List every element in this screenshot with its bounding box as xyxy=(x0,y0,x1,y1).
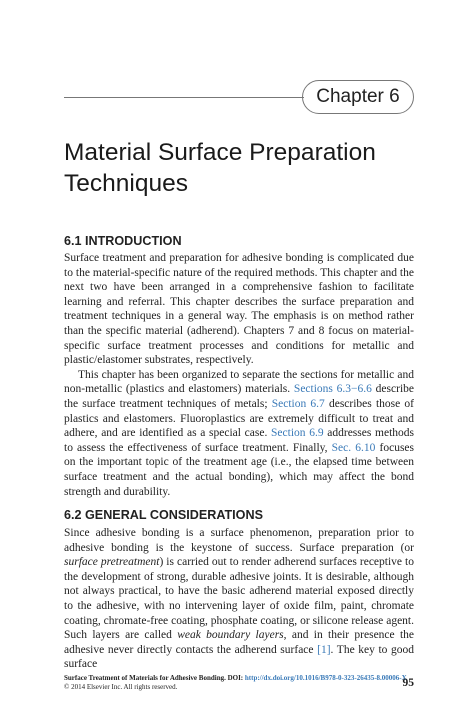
footer-citation xyxy=(64,674,414,683)
emphasis-weak-boundary-layers: weak boundary layers xyxy=(177,629,284,642)
paragraph-text: Since adhesive bonding is a surface phenomenon, preparation prior to adhesive bonding is the keystone of success. Surface preparation (or xyxy=(64,527,414,554)
footer-copyright: © 2014 Elsevier Inc. All rights reserved. xyxy=(64,683,178,691)
link-section-6-9[interactable]: Section 6.9 xyxy=(271,427,324,440)
link-reference-1[interactable]: [1] xyxy=(317,643,331,656)
section-heading-general-considerations: 6.2 GENERAL CONSIDERATIONS xyxy=(64,508,263,522)
paragraph-text: addresses methods to assess the effectiveness of surface treatment. Finally, xyxy=(64,427,414,454)
link-sec-6-10[interactable]: Sec. 6.10 xyxy=(331,441,376,454)
footer-book-title: Surface Treatment of Materials for Adhesive Bonding. DOI: xyxy=(64,674,245,682)
paragraph-text: describes those of plastics and elastomers. Fluoroplastics are extremely difficult to treat and adhere, and are identified as a special case. xyxy=(64,397,414,440)
doi-link[interactable]: http://dx.doi.org/10.1016/B978-0-323-26435-8.00006-X xyxy=(244,674,407,682)
page-number: 95 xyxy=(402,677,414,689)
emphasis-surface-pretreatment: surface pretreatment xyxy=(64,556,160,569)
link-section-6-7[interactable]: Section 6.7 xyxy=(271,397,325,410)
link-sections-6-3-6-6[interactable]: Sections 6.3−6.6 xyxy=(293,383,372,396)
paragraph-text: , and in their presence the adhesive never directly contacts the adherend surface xyxy=(64,629,414,656)
chapter-title: Material Surface Preparation Techniques xyxy=(64,139,376,197)
paragraph xyxy=(64,526,414,672)
paragraph-text: This chapter has been organized to separate the sections for metallic and non-metallic (plastics and elastomers) materials. xyxy=(64,368,414,396)
paragraph: Surface treatment and preparation for adhesive bonding is complicated due to the material-specific nature of the required methods. This chapter and the next two have been arranged in a comprehensive fashion to facilitate learning and referral. This chapter describes the surface preparation and treatment techniques in a general way. The emphasis is on method rather than the specific material (adherend). Chapters 7 and 8 focus on material-specific surface treatment processes and conditions for metallic and plastic/elastomer substrates, respectively. xyxy=(64,252,414,367)
paragraph xyxy=(64,368,414,499)
section-body-introduction xyxy=(64,251,414,499)
paragraph-text: . The key to good surface xyxy=(64,643,414,671)
page-footer xyxy=(64,674,414,692)
paragraph-text: describe the surface treatment techniques of metals; xyxy=(64,383,414,410)
chapter-rule xyxy=(64,97,304,98)
paragraph-text: ) is carried out to render adherend surfaces receptive to the development of strong, durable adhesive joints. It is desirable, although not always practical, to have the basic adherend material exposed directly to the adhesive, with no intervening layer of oxide film, paint, chromate coating, chromate-free coating, phosphate coating, or silicone release agent. Such layers are called xyxy=(64,556,414,642)
section-body-general-considerations xyxy=(64,526,414,672)
chapter-label: Chapter 6 xyxy=(302,80,414,114)
paragraph-text: focuses on the important topic of the treatment age (i.e., the elapsed time between surface treatment and the actual bonding), which may affect the bond strength and durability. xyxy=(64,441,414,498)
section-heading-introduction: 6.1 INTRODUCTION xyxy=(64,234,182,248)
